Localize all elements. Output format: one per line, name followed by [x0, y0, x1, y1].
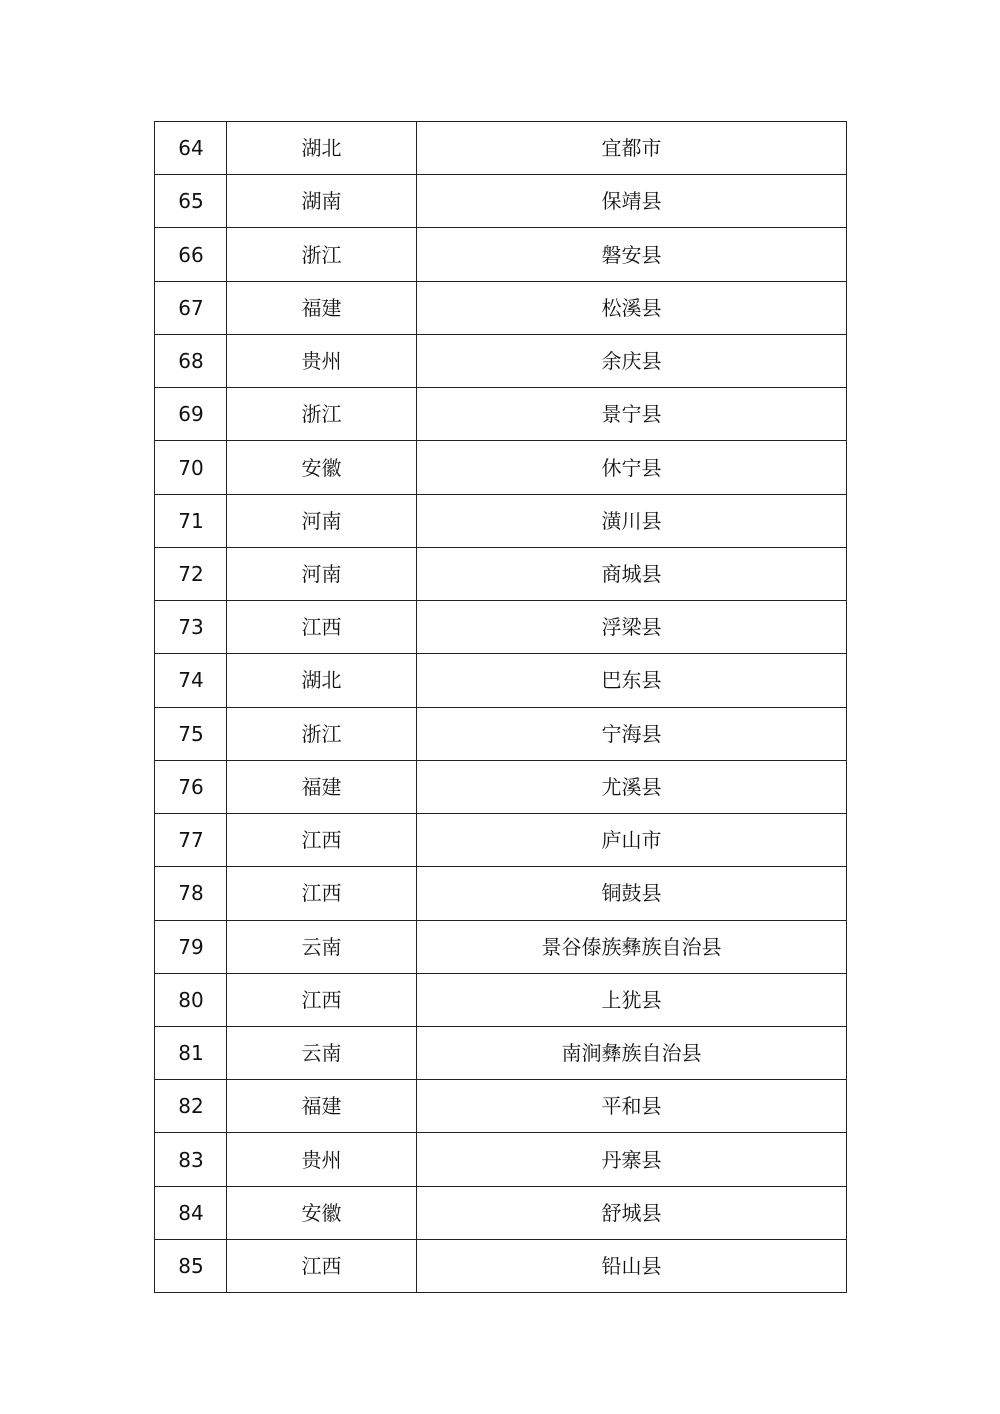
- row-number-cell: [155, 122, 227, 175]
- province-cell: 河南: [227, 494, 417, 547]
- table-row: [155, 654, 847, 707]
- row-number-cell: [155, 441, 227, 494]
- province-cell: 福建: [227, 760, 417, 813]
- county-cell: 尤溪县: [417, 760, 847, 813]
- row-number-cell: [155, 601, 227, 654]
- province-cell: 安徽: [227, 1186, 417, 1239]
- province-cell: 福建: [227, 1080, 417, 1133]
- row-number: 71: [178, 508, 204, 533]
- county-cell: 景宁县: [417, 388, 847, 441]
- row-number: 64: [178, 136, 204, 161]
- table-body: [155, 122, 847, 1293]
- table-row: [155, 1080, 847, 1133]
- row-number-cell: [155, 175, 227, 228]
- table-row: [155, 334, 847, 387]
- row-number-cell: [155, 388, 227, 441]
- table-row: [155, 601, 847, 654]
- row-number-cell: [155, 973, 227, 1026]
- county-cell: 余庆县: [417, 334, 847, 387]
- table-row: [155, 920, 847, 973]
- row-number: 67: [178, 295, 204, 320]
- row-number: 80: [178, 987, 204, 1012]
- county-cell: 宜都市: [417, 122, 847, 175]
- row-number-cell: [155, 814, 227, 867]
- county-cell: 浮梁县: [417, 601, 847, 654]
- table-row: [155, 228, 847, 281]
- table-row: [155, 122, 847, 175]
- county-cell: 上犹县: [417, 973, 847, 1026]
- table-row: [155, 1133, 847, 1186]
- row-number-cell: [155, 1080, 227, 1133]
- row-number: 84: [178, 1200, 204, 1225]
- table-row: [155, 547, 847, 600]
- province-cell: 河南: [227, 547, 417, 600]
- table-row: [155, 707, 847, 760]
- row-number-cell: [155, 547, 227, 600]
- row-number: 69: [178, 402, 204, 427]
- province-cell: 浙江: [227, 228, 417, 281]
- province-cell: 福建: [227, 281, 417, 334]
- county-cell: 巴东县: [417, 654, 847, 707]
- row-number: 83: [178, 1147, 204, 1172]
- row-number: 72: [178, 561, 204, 586]
- row-number-cell: [155, 707, 227, 760]
- row-number: 81: [178, 1041, 204, 1066]
- table-row: [155, 175, 847, 228]
- county-cell: 舒城县: [417, 1186, 847, 1239]
- table-row: [155, 867, 847, 920]
- row-number: 68: [178, 349, 204, 374]
- province-cell: 江西: [227, 814, 417, 867]
- county-cell: 松溪县: [417, 281, 847, 334]
- row-number: 78: [178, 881, 204, 906]
- table-row: [155, 441, 847, 494]
- province-cell: 贵州: [227, 334, 417, 387]
- table-row: [155, 760, 847, 813]
- table-row: [155, 814, 847, 867]
- province-cell: 湖南: [227, 175, 417, 228]
- row-number-cell: [155, 1239, 227, 1292]
- county-cell: 铜鼓县: [417, 867, 847, 920]
- county-cell: 铅山县: [417, 1239, 847, 1292]
- province-cell: 贵州: [227, 1133, 417, 1186]
- province-cell: 江西: [227, 1239, 417, 1292]
- table-row: [155, 494, 847, 547]
- row-number-cell: [155, 1026, 227, 1079]
- province-cell: 江西: [227, 601, 417, 654]
- row-number: 73: [178, 615, 204, 640]
- row-number: 77: [178, 828, 204, 853]
- row-number-cell: [155, 1133, 227, 1186]
- province-cell: 湖北: [227, 122, 417, 175]
- row-number: 70: [178, 455, 204, 480]
- table-row: [155, 281, 847, 334]
- county-cell: 宁海县: [417, 707, 847, 760]
- province-cell: 浙江: [227, 707, 417, 760]
- county-cell: 平和县: [417, 1080, 847, 1133]
- county-cell: 丹寨县: [417, 1133, 847, 1186]
- table-row: [155, 1239, 847, 1292]
- table-row: [155, 1026, 847, 1079]
- table-row: [155, 1186, 847, 1239]
- county-cell: 庐山市: [417, 814, 847, 867]
- row-number: 75: [178, 721, 204, 746]
- county-cell: 磐安县: [417, 228, 847, 281]
- row-number: 74: [178, 668, 204, 693]
- province-cell: 江西: [227, 973, 417, 1026]
- row-number-cell: [155, 867, 227, 920]
- row-number: 76: [178, 774, 204, 799]
- county-cell: 休宁县: [417, 441, 847, 494]
- row-number: 85: [178, 1254, 204, 1279]
- row-number: 66: [178, 242, 204, 267]
- row-number-cell: [155, 494, 227, 547]
- row-number: 65: [178, 189, 204, 214]
- province-cell: 浙江: [227, 388, 417, 441]
- row-number-cell: [155, 760, 227, 813]
- province-cell: 湖北: [227, 654, 417, 707]
- row-number-cell: [155, 654, 227, 707]
- county-cell: 保靖县: [417, 175, 847, 228]
- table-row: [155, 388, 847, 441]
- row-number-cell: [155, 1186, 227, 1239]
- row-number-cell: [155, 920, 227, 973]
- county-table: [154, 121, 847, 1293]
- row-number-cell: [155, 228, 227, 281]
- row-number: 82: [178, 1094, 204, 1119]
- row-number-cell: [155, 334, 227, 387]
- county-cell: 景谷傣族彝族自治县: [417, 920, 847, 973]
- province-cell: 云南: [227, 920, 417, 973]
- row-number: 79: [178, 934, 204, 959]
- province-cell: 安徽: [227, 441, 417, 494]
- table-row: [155, 973, 847, 1026]
- province-cell: 云南: [227, 1026, 417, 1079]
- province-cell: 江西: [227, 867, 417, 920]
- county-cell: 商城县: [417, 547, 847, 600]
- county-cell: 潢川县: [417, 494, 847, 547]
- county-cell: 南涧彝族自治县: [417, 1026, 847, 1079]
- row-number-cell: [155, 281, 227, 334]
